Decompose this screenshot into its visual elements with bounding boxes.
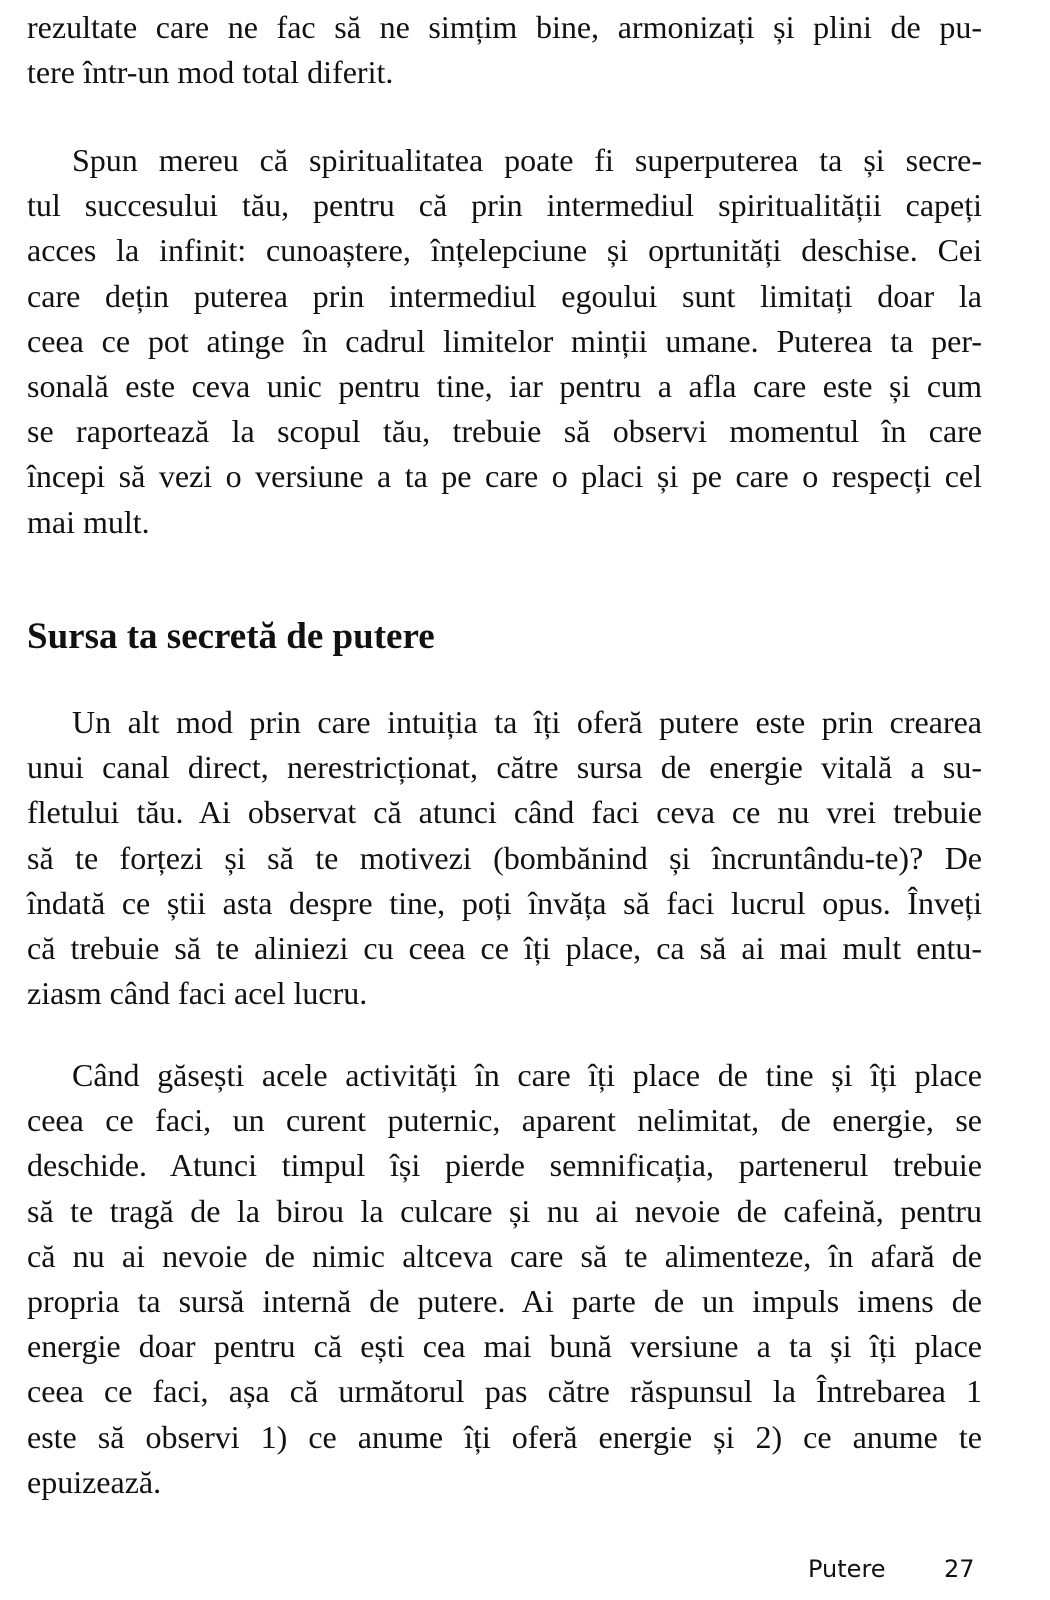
- text-line: să te tragă de la birou la culcare și nu ai nevoie de cafeină, pentru: [27, 1192, 982, 1229]
- page-footer: [0, 1555, 1050, 1595]
- text-line: acces la infinit: cunoaștere, înțelepciune și oprtunități deschise. Cei: [27, 232, 982, 269]
- paragraph-spirituality: [27, 138, 982, 545]
- text-line: ziasm când faci acel lucru.: [27, 975, 368, 1012]
- text-line: propria ta sursă internă de putere. Ai parte de un impuls imens de: [27, 1283, 982, 1320]
- text-line: îndată ce știi asta despre tine, poți învăța să faci lucrul opus. Înveți: [27, 884, 982, 921]
- text-line: se raportează la scopul tău, trebuie să observi momentul în care: [27, 413, 982, 450]
- page-number: 27: [944, 1555, 975, 1583]
- text-line: începi să vezi o versiune a ta pe care o placi și pe care o respecți cel: [27, 458, 982, 495]
- text-line: ceea ce faci, un curent puternic, aparent nelimitat, de energie, se: [27, 1102, 982, 1139]
- text-line: tul succesului tău, pentru că prin intermediul spiritualității capeți: [27, 187, 982, 224]
- text-line: tere într-un mod total diferit.: [27, 54, 394, 91]
- text-line: fletului tău. Ai observat că atunci când faci ceva ce nu vrei trebuie: [27, 794, 982, 831]
- text-line: rezultate care ne fac să ne simțim bine, armonizați și plini de pu-: [27, 9, 982, 45]
- text-line: deschide. Atunci timpul își pierde semnificația, partenerul trebuie: [27, 1147, 982, 1184]
- text-line: Spun mereu că spiritualitatea poate fi superputerea ta și secre-: [72, 142, 982, 178]
- text-line: mai mult.: [27, 503, 150, 540]
- paragraph-energy: [27, 1053, 982, 1505]
- section-heading: Sursa ta secretă de putere: [27, 616, 435, 657]
- text-line: ceea ce pot atinge în cadrul limitelor minții umane. Puterea ta per-: [27, 322, 982, 359]
- text-line: care dețin puterea prin intermediul egoului sunt limitați doar la: [27, 277, 982, 314]
- text-line: să te forțezi și să te motivezi (bombănind și încruntându-te)? De: [27, 839, 982, 876]
- text-line: Un alt mod prin care intuiția ta îți oferă putere este prin crearea: [72, 704, 982, 740]
- text-line: epuizează.: [27, 1463, 162, 1500]
- text-line: energie doar pentru că ești cea mai bună versiune a ta și îți place: [27, 1328, 982, 1365]
- text-line: ceea ce faci, așa că următorul pas către răspunsul la Întrebarea 1: [27, 1373, 982, 1410]
- paragraph-intuition: [27, 700, 982, 1016]
- text-line: că nu ai nevoie de nimic altceva care să te alimenteze, în afară de: [27, 1237, 982, 1274]
- text-line: sonală este ceva unic pentru tine, iar pentru a afla care este și cum: [27, 368, 982, 405]
- running-title: Putere: [808, 1555, 886, 1583]
- text-line: unui canal direct, nerestricționat, către sursa de energie vitală a su-: [27, 749, 982, 786]
- text-line: este să observi 1) ce anume îți oferă energie și 2) ce anume te: [27, 1418, 982, 1455]
- paragraph-continuation: [27, 5, 982, 95]
- text-line: Când găsești acele activități în care îți place de tine și îți place: [72, 1057, 982, 1093]
- text-line: că trebuie să te aliniezi cu ceea ce îți place, ca să ai mai mult entu-: [27, 930, 982, 967]
